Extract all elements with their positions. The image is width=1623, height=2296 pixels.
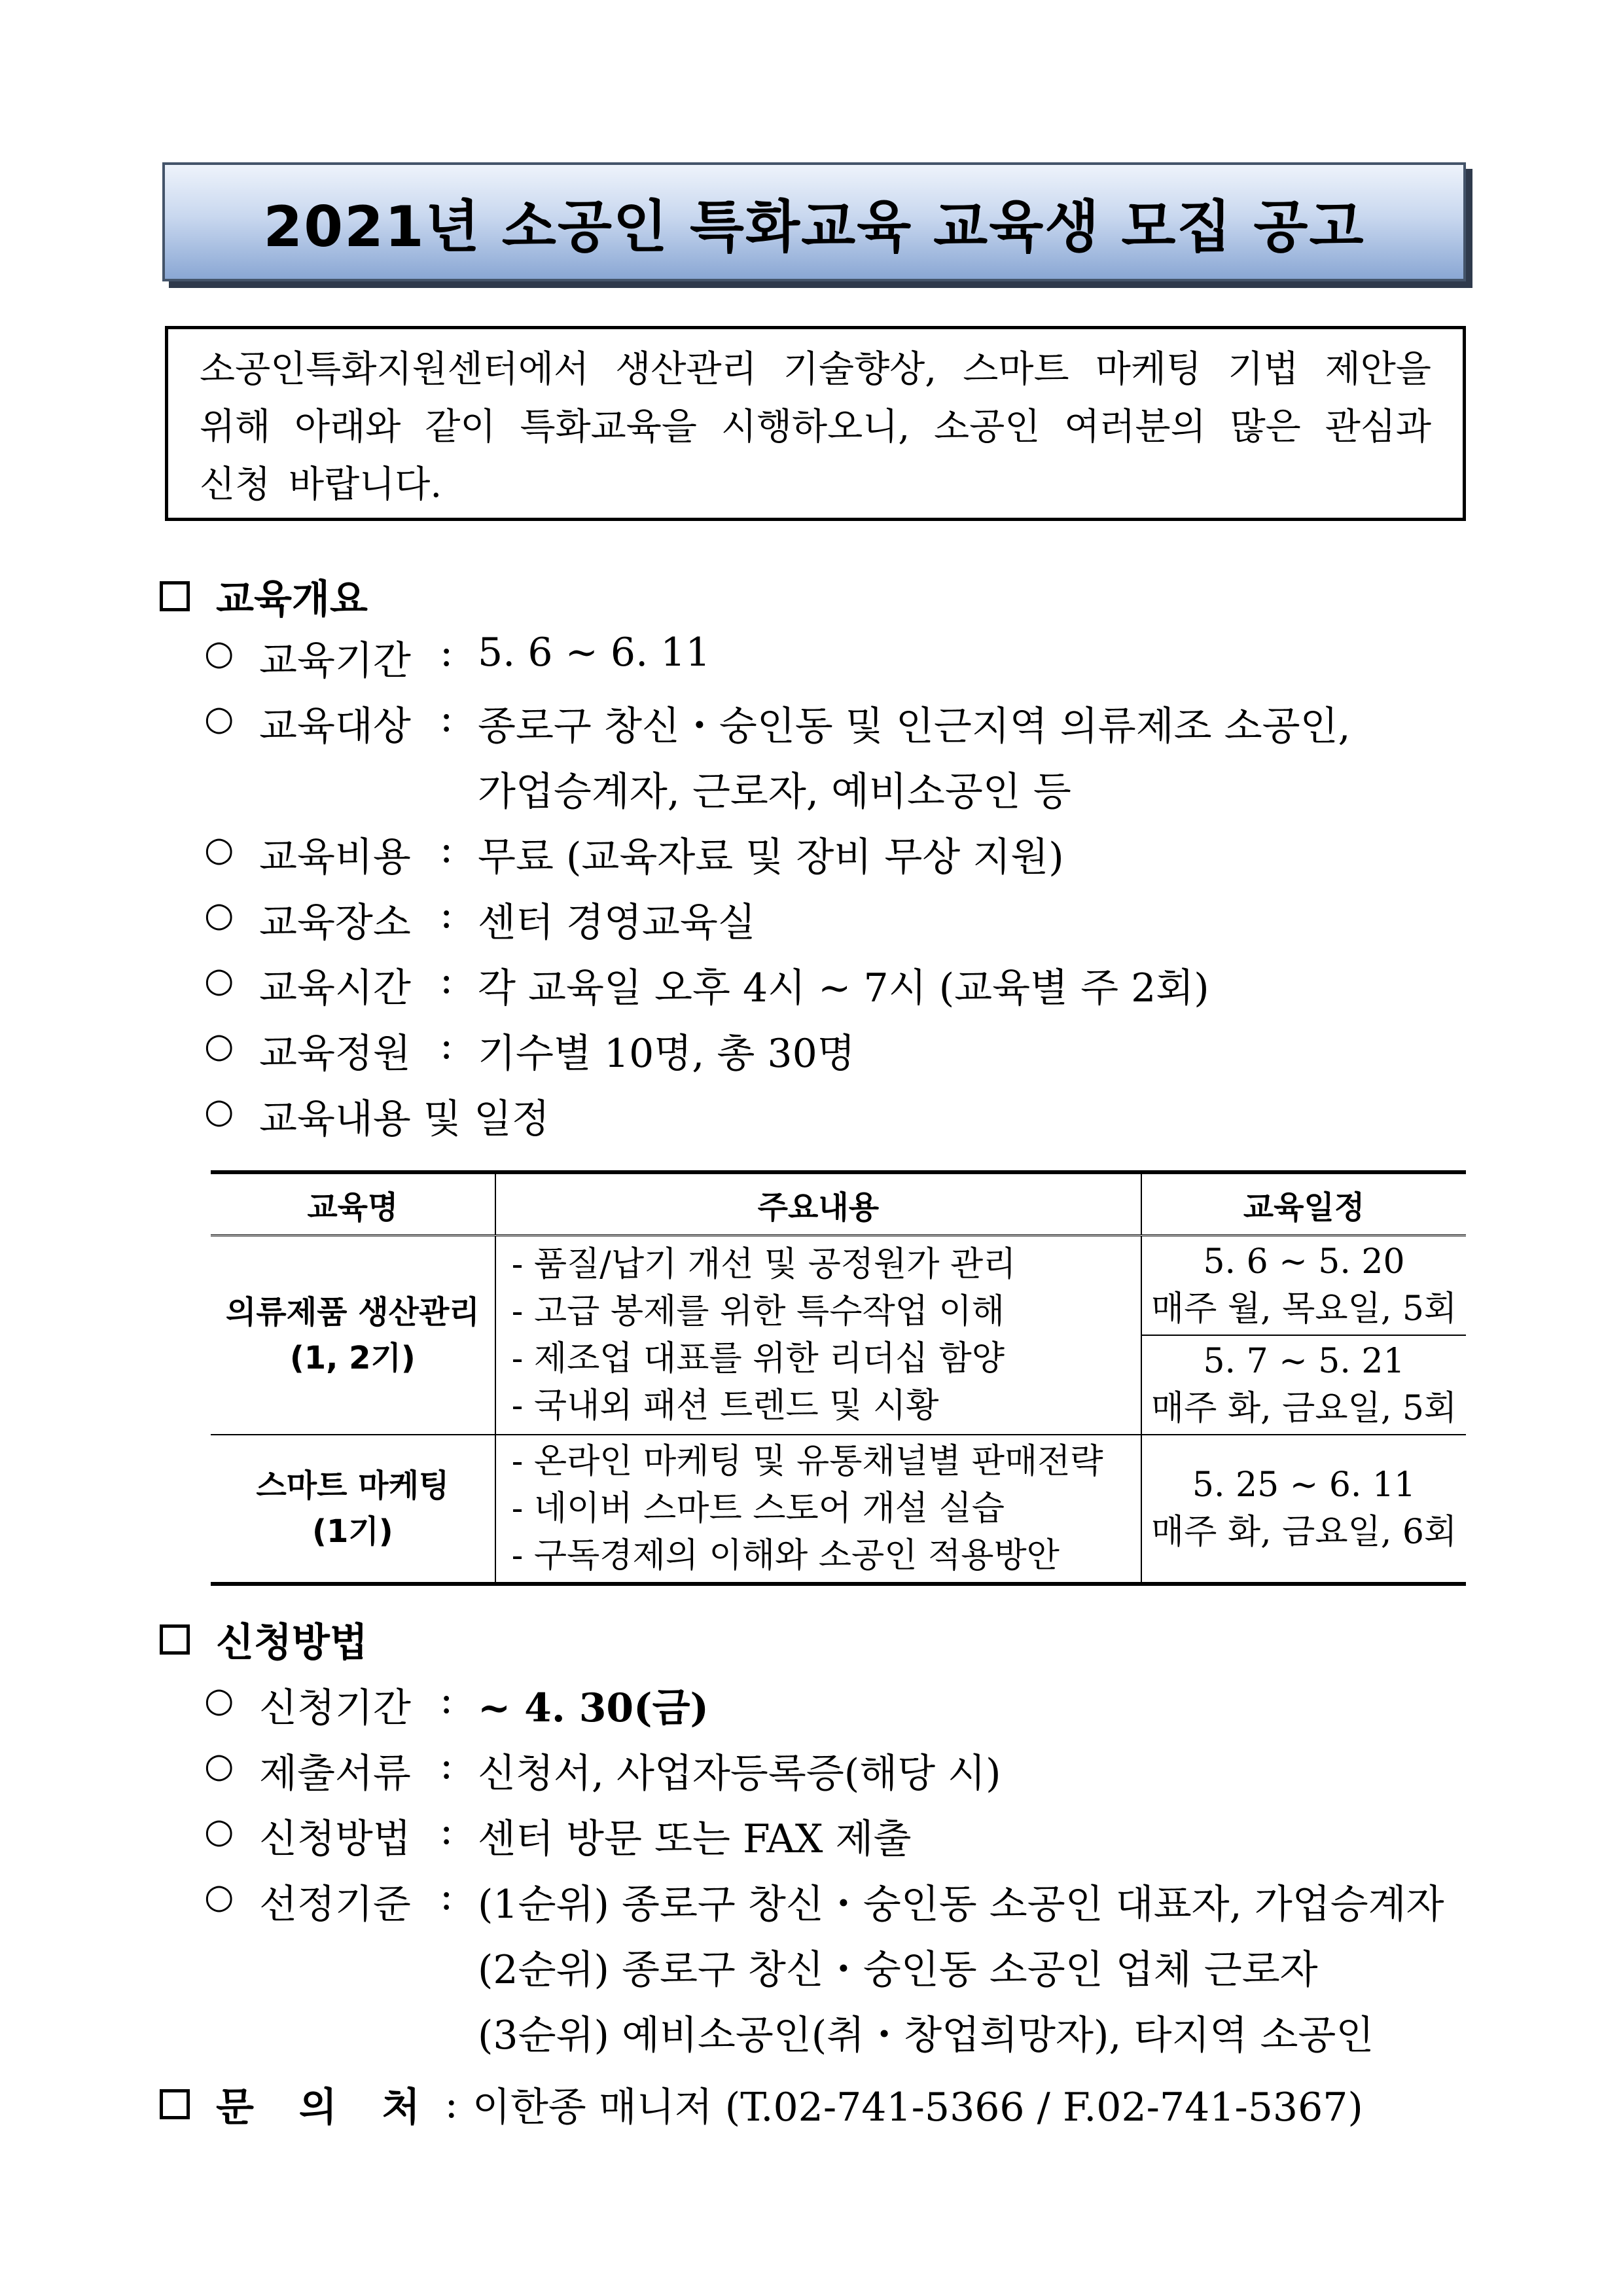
header-schedule: 교육일정 <box>1141 1172 1466 1236</box>
circle-bullet-icon: ○ <box>204 830 234 869</box>
item-label: 교육내용 및 일정 <box>259 1096 550 1142</box>
item-colon: : <box>440 1808 454 1854</box>
item-label: 교육정원 <box>259 1031 411 1077</box>
schedule-dates: 5. 7 ~ 5. 21 <box>1203 1342 1405 1381</box>
circle-bullet-icon: ○ <box>204 634 234 673</box>
item-value: 종로구 창신・숭인동 및 인근지역 의류제조 소공인, <box>478 704 1351 749</box>
item-label: 교육장소 <box>259 900 411 946</box>
section-title: 신청방법 <box>216 1620 368 1666</box>
schedule-cell <box>1141 1236 1466 1336</box>
course-contents-cell <box>495 1435 1141 1584</box>
item-label: 교육기간 <box>259 638 411 684</box>
item-value: 5. 6 ~ 6. 11 <box>478 630 711 675</box>
intro-text: 소공인특화지원센터에서 생산관리 기술향상, 스마트 마케팅 기법 제안을 위해 아래와 같이 특화교육을 시행하오니, 소공인 여러분의 많은 관심과 신청 바랍니다. <box>165 326 1466 521</box>
contact-value: 이한종 매니저 (T.02-741-5366 / F.02-741-5367) <box>472 2085 1363 2130</box>
circle-bullet-icon: ○ <box>204 1681 234 1720</box>
item-colon: : <box>440 1677 454 1723</box>
item-value: ~ 4. 30(금) <box>478 1685 709 1731</box>
content-line: - 제조업 대표를 위한 리더십 함양 <box>511 1339 1005 1378</box>
course-contents-cell <box>495 1236 1141 1435</box>
content-line: - 온라인 마케팅 및 유통채널별 판매전략 <box>511 1442 1103 1481</box>
circle-bullet-icon: ○ <box>204 895 234 935</box>
header-course: 교육명 <box>211 1172 495 1236</box>
circle-bullet-icon: ○ <box>204 1746 234 1785</box>
course-cohort: (1, 2기) <box>289 1340 416 1376</box>
item-label: 신청방법 <box>259 1816 411 1862</box>
table-header-row <box>211 1172 1466 1236</box>
contact-heading: 문 의 처 <box>216 2085 436 2130</box>
item-colon: : <box>440 695 454 741</box>
checkbox-square-icon <box>160 581 190 611</box>
contact-colon: : <box>444 2081 458 2127</box>
section-overview-heading <box>160 568 368 624</box>
course-cohort: (1기) <box>312 1513 393 1550</box>
schedule-days: 매주 화, 금요일, 5회 <box>1150 1389 1457 1428</box>
course-name-cell <box>211 1435 495 1584</box>
schedule-dates: 5. 25 ~ 6. 11 <box>1192 1465 1416 1505</box>
item-value: 신청서, 사업자등록증(해당 시) <box>478 1751 1001 1797</box>
item-colon: : <box>440 1742 454 1788</box>
item-colon: : <box>440 1873 454 1919</box>
section-application-heading <box>160 1611 368 1668</box>
circle-bullet-icon: ○ <box>204 1877 234 1916</box>
table-row <box>211 1435 1466 1584</box>
circle-bullet-icon: ○ <box>204 1026 234 1066</box>
section-title: 교육개요 <box>216 577 368 622</box>
item-value: 기수별 10명, 총 30명 <box>478 1031 855 1077</box>
content-line: - 품질/납기 개선 및 공정원가 관리 <box>511 1245 1016 1284</box>
item-label: 교육비용 <box>259 834 411 880</box>
content-line: - 네이버 스마트 스토어 개설 실습 <box>511 1489 1005 1528</box>
item-value: (1순위) 종로구 창신・숭인동 소공인 대표자, 가업승계자 <box>478 1882 1444 1928</box>
item-colon: : <box>440 891 454 937</box>
course-name: 스마트 마케팅 <box>256 1467 450 1504</box>
schedule-cell <box>1141 1335 1466 1435</box>
circle-bullet-icon: ○ <box>204 1812 234 1851</box>
schedule-days: 매주 월, 목요일, 5회 <box>1150 1289 1457 1329</box>
item-label: 선정기준 <box>259 1882 411 1928</box>
item-label: 신청기간 <box>259 1685 411 1731</box>
item-label: 교육대상 <box>259 704 411 749</box>
item-label: 교육시간 <box>259 965 411 1011</box>
item-value-continued: (3순위) 예비소공인(취・창업희망자), 타지역 소공인 <box>478 2013 1374 2058</box>
circle-bullet-icon: ○ <box>204 699 234 738</box>
item-value: 센터 경영교육실 <box>478 900 756 946</box>
schedule-cell <box>1141 1435 1466 1584</box>
item-value: 무료 (교육자료 및 장비 무상 지원) <box>478 834 1064 880</box>
item-colon: : <box>440 957 454 1003</box>
title-banner <box>162 162 1466 281</box>
contact-line <box>160 2076 1363 2132</box>
document-title: 2021년 소공인 특화교육 교육생 모집 공고 <box>263 194 1365 260</box>
item-value-continued: (2순위) 종로구 창신・숭인동 소공인 업체 근로자 <box>478 1947 1318 1993</box>
item-value: 각 교육일 오후 4시 ~ 7시 (교육별 주 2회) <box>478 965 1209 1011</box>
content-line: - 구독경제의 이해와 소공인 적용방안 <box>511 1536 1060 1575</box>
content-line: - 국내외 패션 트렌드 및 시황 <box>511 1386 939 1426</box>
table-row <box>211 1236 1466 1336</box>
circle-bullet-icon: ○ <box>204 961 234 1000</box>
course-name-cell <box>211 1236 495 1435</box>
course-name: 의류제품 생산관리 <box>226 1294 480 1331</box>
item-value-continued: 가업승계자, 근로자, 예비소공인 등 <box>478 769 1071 815</box>
item-value: 센터 방문 또는 FAX 제출 <box>478 1816 912 1862</box>
content-line: - 고급 봉제를 위한 특수작업 이해 <box>511 1292 1005 1331</box>
header-contents: 주요내용 <box>495 1172 1141 1236</box>
schedule-days: 매주 화, 금요일, 6회 <box>1150 1513 1457 1552</box>
checkbox-square-icon <box>160 2089 190 2119</box>
item-colon: : <box>440 630 454 675</box>
item-colon: : <box>440 826 454 872</box>
item-colon: : <box>440 1022 454 1068</box>
checkbox-square-icon <box>160 1624 190 1655</box>
item-label: 제출서류 <box>259 1751 411 1797</box>
circle-bullet-icon: ○ <box>204 1092 234 1131</box>
schedule-table <box>211 1170 1466 1586</box>
schedule-dates: 5. 6 ~ 5. 20 <box>1203 1242 1405 1282</box>
